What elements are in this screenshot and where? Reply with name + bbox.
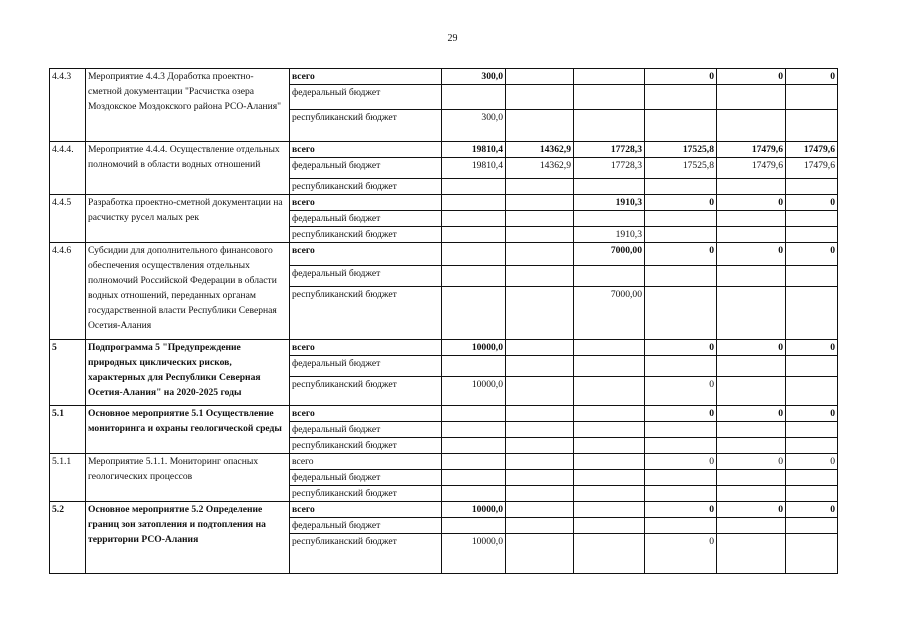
amount-cell [645, 211, 717, 227]
amount-cell [645, 356, 717, 377]
amount-cell [574, 502, 645, 518]
amount-cell: 300,0 [442, 110, 506, 142]
section-title: Мероприятие 4.4.4. Осуществление отдельных полномочий в области водных отношений [86, 142, 290, 195]
amount-cell: 0 [645, 454, 717, 470]
section-title: Мероприятие 5.1.1. Мониторинг опасных геологических процессов [86, 454, 290, 502]
amount-cell [506, 356, 574, 377]
funding-source: республиканский бюджет [290, 438, 442, 454]
amount-cell [574, 266, 645, 287]
amount-cell [786, 518, 838, 534]
amount-cell [506, 470, 574, 486]
amount-cell: 0 [645, 195, 717, 211]
amount-cell [717, 422, 786, 438]
amount-cell: 0 [717, 340, 786, 356]
amount-cell [506, 266, 574, 287]
amount-cell [645, 266, 717, 287]
funding-source: федеральный бюджет [290, 422, 442, 438]
amount-cell [717, 518, 786, 534]
amount-cell [442, 518, 506, 534]
amount-cell [717, 486, 786, 502]
section-code: 5.2 [50, 502, 86, 574]
amount-cell: 17525,8 [645, 142, 717, 158]
funding-source: республиканский бюджет [290, 534, 442, 574]
amount-cell [442, 211, 506, 227]
page-number: 29 [447, 33, 458, 44]
amount-cell: 7000,00 [574, 243, 645, 266]
amount-cell [786, 211, 838, 227]
amount-cell [442, 287, 506, 340]
amount-cell [574, 518, 645, 534]
section-code: 5.1.1 [50, 454, 86, 502]
amount-cell [645, 518, 717, 534]
amount-cell [506, 422, 574, 438]
amount-cell: 0 [717, 195, 786, 211]
amount-cell [717, 179, 786, 195]
amount-cell: 0 [717, 502, 786, 518]
amount-cell: 0 [717, 454, 786, 470]
funding-source: федеральный бюджет [290, 518, 442, 534]
funding-source: республиканский бюджет [290, 287, 442, 340]
amount-cell [786, 486, 838, 502]
section-title: Мероприятие 4.4.3 Доработка проектно-сметной документации "Расчистка озера Моздокское Моздокского района РСО-Алания" [86, 69, 290, 142]
amount-cell [442, 454, 506, 470]
amount-cell [506, 486, 574, 502]
amount-cell [574, 534, 645, 574]
funding-source: всего [290, 502, 442, 518]
amount-cell [442, 227, 506, 243]
section-code: 4.4.4. [50, 142, 86, 195]
amount-cell: 0 [645, 502, 717, 518]
amount-cell [506, 502, 574, 518]
amount-cell [786, 438, 838, 454]
table-row [50, 243, 838, 266]
amount-cell [717, 377, 786, 406]
section-code: 4.4.5 [50, 195, 86, 243]
amount-cell [506, 340, 574, 356]
amount-cell: 0 [645, 69, 717, 85]
section-title: Основное мероприятие 5.2 Определение границ зон затопления и подтопления на территории РСО-Алания [86, 502, 290, 574]
table-row [50, 69, 838, 85]
amount-cell [574, 438, 645, 454]
amount-cell [506, 211, 574, 227]
section-code: 5 [50, 340, 86, 406]
amount-cell: 0 [645, 406, 717, 422]
amount-cell [717, 356, 786, 377]
funding-source: республиканский бюджет [290, 377, 442, 406]
amount-cell [717, 85, 786, 110]
amount-cell [717, 287, 786, 340]
funding-source: всего [290, 454, 442, 470]
amount-cell: 17479,6 [786, 142, 838, 158]
amount-cell: 19810,4 [442, 142, 506, 158]
amount-cell [574, 470, 645, 486]
amount-cell [506, 454, 574, 470]
budget-table [49, 68, 838, 574]
amount-cell: 0 [786, 195, 838, 211]
section-title: Субсидии для дополнительного финансового обеспечения осуществления отдельных полномочий Российской Федерации в области водных отношений, переданных органам государственной власти Республики Северная Осетия-Алания [86, 243, 290, 340]
amount-cell: 17728,3 [574, 142, 645, 158]
amount-cell [645, 422, 717, 438]
amount-cell [442, 85, 506, 110]
amount-cell [442, 243, 506, 266]
funding-source: федеральный бюджет [290, 470, 442, 486]
funding-source: всего [290, 69, 442, 85]
section-code: 4.4.6 [50, 243, 86, 340]
funding-source: всего [290, 142, 442, 158]
amount-cell [717, 266, 786, 287]
amount-cell [786, 179, 838, 195]
amount-cell [645, 470, 717, 486]
amount-cell [645, 179, 717, 195]
amount-cell: 0 [786, 406, 838, 422]
table-row [50, 406, 838, 422]
amount-cell [574, 85, 645, 110]
amount-cell: 0 [645, 534, 717, 574]
amount-cell: 1910,3 [574, 195, 645, 211]
table-row [50, 502, 838, 518]
amount-cell: 10000,0 [442, 502, 506, 518]
amount-cell: 0 [786, 502, 838, 518]
funding-source: федеральный бюджет [290, 158, 442, 179]
amount-cell [786, 377, 838, 406]
funding-source: республиканский бюджет [290, 486, 442, 502]
amount-cell [442, 356, 506, 377]
amount-cell [786, 422, 838, 438]
amount-cell [717, 470, 786, 486]
amount-cell [506, 287, 574, 340]
table-row [50, 195, 838, 211]
amount-cell [506, 438, 574, 454]
table-row [50, 454, 838, 470]
amount-cell: 1910,3 [574, 227, 645, 243]
amount-cell [786, 534, 838, 574]
amount-cell [574, 454, 645, 470]
amount-cell: 0 [645, 377, 717, 406]
amount-cell [574, 486, 645, 502]
amount-cell [717, 211, 786, 227]
amount-cell [786, 287, 838, 340]
amount-cell: 0 [717, 406, 786, 422]
funding-source: всего [290, 195, 442, 211]
funding-source: федеральный бюджет [290, 211, 442, 227]
funding-source: республиканский бюджет [290, 227, 442, 243]
amount-cell: 14362,9 [506, 142, 574, 158]
amount-cell: 10000,0 [442, 534, 506, 574]
funding-source: всего [290, 406, 442, 422]
amount-cell [645, 85, 717, 110]
amount-cell [786, 85, 838, 110]
amount-cell [645, 227, 717, 243]
funding-source: всего [290, 243, 442, 266]
amount-cell [442, 266, 506, 287]
amount-cell: 7000,00 [574, 287, 645, 340]
amount-cell: 14362,9 [506, 158, 574, 179]
amount-cell: 0 [786, 69, 838, 85]
amount-cell [574, 406, 645, 422]
amount-cell: 0 [786, 243, 838, 266]
amount-cell [506, 110, 574, 142]
amount-cell [574, 110, 645, 142]
amount-cell: 17525,8 [645, 158, 717, 179]
amount-cell [506, 377, 574, 406]
funding-source: федеральный бюджет [290, 266, 442, 287]
amount-cell [786, 356, 838, 377]
amount-cell [506, 243, 574, 266]
amount-cell: 17728,3 [574, 158, 645, 179]
amount-cell [786, 110, 838, 142]
funding-source: всего [290, 340, 442, 356]
amount-cell: 17479,6 [717, 158, 786, 179]
amount-cell [717, 227, 786, 243]
amount-cell: 0 [645, 340, 717, 356]
amount-cell [645, 438, 717, 454]
amount-cell [574, 377, 645, 406]
amount-cell [506, 227, 574, 243]
amount-cell: 0 [645, 243, 717, 266]
amount-cell [442, 438, 506, 454]
amount-cell [442, 406, 506, 422]
amount-cell [506, 534, 574, 574]
amount-cell: 10000,0 [442, 377, 506, 406]
amount-cell [786, 227, 838, 243]
amount-cell: 19810,4 [442, 158, 506, 179]
amount-cell [574, 179, 645, 195]
amount-cell [442, 470, 506, 486]
amount-cell [574, 340, 645, 356]
amount-cell: 10000,0 [442, 340, 506, 356]
funding-source: республиканский бюджет [290, 110, 442, 142]
section-title: Подпрограмма 5 "Предупреждение природных циклических рисков, характерных для Республики Северная Осетия-Алания" на 2020-2025 годы [86, 340, 290, 406]
amount-cell [574, 356, 645, 377]
amount-cell [717, 438, 786, 454]
amount-cell: 0 [786, 340, 838, 356]
amount-cell [574, 211, 645, 227]
funding-source: федеральный бюджет [290, 85, 442, 110]
section-code: 5.1 [50, 406, 86, 454]
amount-cell [506, 69, 574, 85]
amount-cell [442, 195, 506, 211]
amount-cell: 0 [786, 454, 838, 470]
amount-cell: 300,0 [442, 69, 506, 85]
amount-cell [442, 486, 506, 502]
amount-cell [442, 179, 506, 195]
amount-cell: 0 [717, 69, 786, 85]
table-row [50, 142, 838, 158]
amount-cell [786, 266, 838, 287]
amount-cell [506, 518, 574, 534]
funding-source: федеральный бюджет [290, 356, 442, 377]
amount-cell [645, 287, 717, 340]
amount-cell [645, 486, 717, 502]
amount-cell [786, 470, 838, 486]
amount-cell [574, 69, 645, 85]
section-code: 4.4.3 [50, 69, 86, 142]
amount-cell: 17479,6 [717, 142, 786, 158]
amount-cell [574, 422, 645, 438]
amount-cell: 0 [717, 243, 786, 266]
amount-cell [645, 110, 717, 142]
funding-source: республиканский бюджет [290, 179, 442, 195]
amount-cell [506, 85, 574, 110]
amount-cell [506, 195, 574, 211]
amount-cell [442, 422, 506, 438]
amount-cell [717, 534, 786, 574]
section-title: Основное мероприятие 5.1 Осуществление мониторинга и охраны геологической среды [86, 406, 290, 454]
table-row [50, 340, 838, 356]
amount-cell [506, 179, 574, 195]
section-title: Разработка проектно-сметной документации на расчистку русел малых рек [86, 195, 290, 243]
amount-cell: 17479,6 [786, 158, 838, 179]
amount-cell [506, 406, 574, 422]
amount-cell [717, 110, 786, 142]
